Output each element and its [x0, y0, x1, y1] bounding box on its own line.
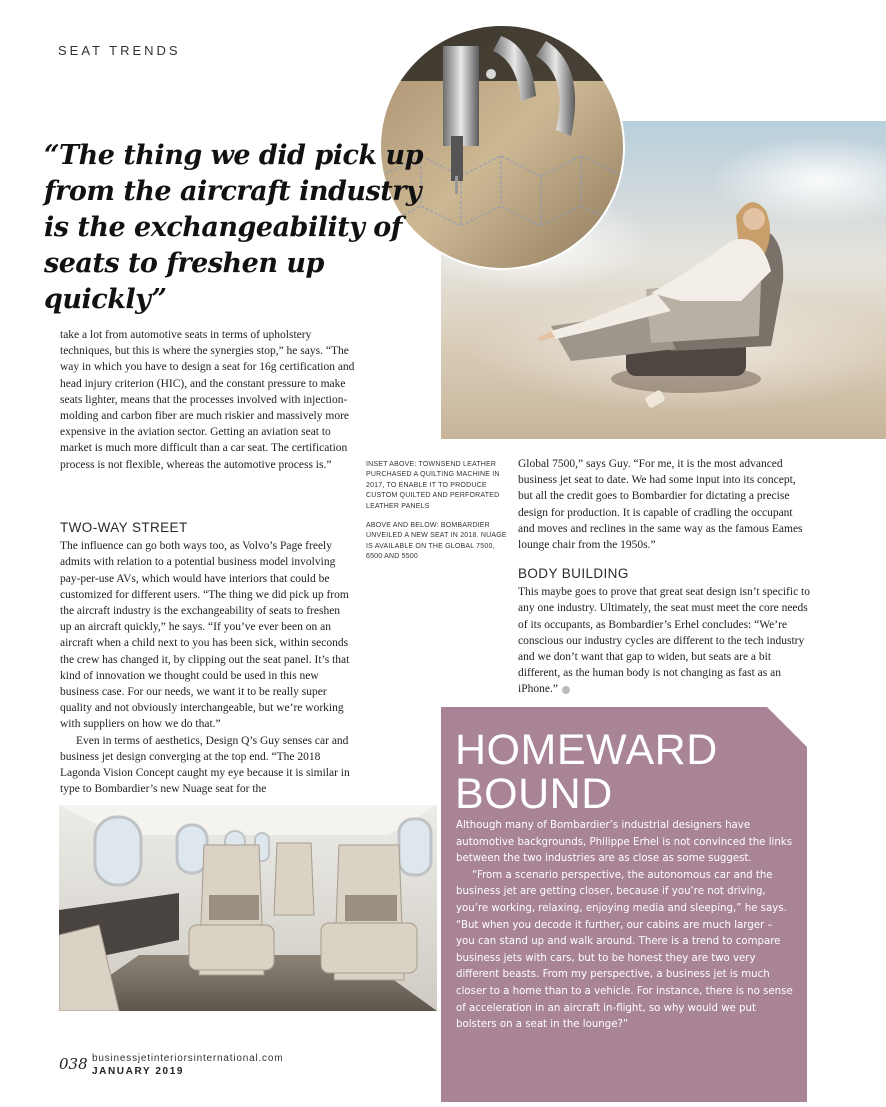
- paragraph: Even in terms of aesthetics, Design Q’s Guy senses car and business jet design converging at the top end. “The 2018 Lagonda Vision Concept caught my eye because it is similar in type to Bombardier’s new Nuage seat for the: [60, 734, 350, 796]
- column-1-top: [60, 327, 360, 473]
- paragraph: “From a scenario perspective, the autonomous car and the business jet are getting closer, because if you’re not driving, you’re working, relaxing, enjoying media and sleeping,” he says. “But when you decode it further, our cabins are much larger – you can stand up and walk around. There is a trend to compare business jets with cars, but to be honest they are two very different beasts. From my perspective, a business jet is much closer to a home than to a vehicle. For instance, there is no sense of acceleration in an aircraft in-flight, so why would we put bolsters on a seat in the lounge?”: [456, 869, 793, 1031]
- end-of-article-icon: [562, 686, 570, 694]
- caption-above-below: ABOVE AND BELOW: BOMBARDIER UNVEILED A NEW SEAT IN 2018. NUAGE IS AVAILABLE ON THE GLOBAL 7500, 6500 AND 5500: [366, 522, 507, 561]
- subhead-body-building: BODY BUILDING: [518, 566, 629, 581]
- issue-date: JANUARY 2019: [92, 1066, 185, 1077]
- sidebar-body: [456, 818, 794, 1034]
- paragraph-text: This maybe goes to prove that great seat design isn’t specific to any one industry. Ultimately, the seat must meet the core needs of its occupants, as Bombardier’s Erhel concludes: “We’re conscious our industry cycles are different to the tech industry and we don’t want that gap to widen, but seats are a bit different, as the human body is not changing as fast as an iPhone.”: [518, 586, 811, 696]
- sidebar-title-line-1: HOMEWARD: [455, 726, 718, 774]
- column-3-top: [518, 456, 810, 553]
- section-label: SEAT TRENDS: [58, 43, 181, 58]
- subhead-two-way-street: TWO-WAY STREET: [60, 520, 188, 535]
- paragraph: [518, 584, 810, 697]
- sidebar-title: [455, 728, 718, 816]
- paragraph: take a lot from automotive seats in terms of upholstery techniques, but this is where the synergies stop,” he says. “The way in which you have to design a seat for 16g certification and head injury criterion (HIC), and the constant pressure to make seats lighter, means that the processes involved with injection-molding and carbon fiber are much riskier and massively more expensive in the aviation sector. Getting an aviation seat to market is much more difficult than a car seat. The certification process is not flexible, whereas the automotive process is.”: [60, 329, 355, 471]
- column-3-bottom: [518, 566, 810, 698]
- column-1-bottom: [60, 520, 350, 797]
- image-captions: [366, 460, 508, 572]
- page-number: 038: [59, 1055, 88, 1073]
- paragraph: The influence can go both ways too, as Volvo’s Page freely admits with relation to a potential business model involving pay-per-use AVs, which would have interiors that could be customized for different users. “The thing we did pick up from the aircraft industry is the exchangeability of seats to freshen up an aircraft quickly,” he says. “If you’ve ever been on an aircraft when a child next to you has been sick, within seconds the crew has changed it, by clipping out the seat panel. It’s that kind of innovation we thought could be used in this new business case. For our needs, we want it to be really super quality and not obviously interchangeable, but we’re working with suppliers on how we do that.”: [60, 540, 350, 731]
- website-url: businessjetinteriorsinternational.com: [92, 1053, 284, 1064]
- paragraph: Although many of Bombardier’s industrial designers have automotive backgrounds, Philippe Erhel is not convinced the links between the two industries are as close as some suggest.: [456, 820, 793, 865]
- cabin-interior-image: [59, 805, 437, 1011]
- caption-inset: INSET ABOVE: TOWNSEND LEATHER PURCHASED A QUILTING MACHINE IN 2017, TO ENABLE IT TO PRODUCE CUSTOM QUILTED AND PERFORATED LEATHER PANELS: [366, 461, 500, 510]
- pull-quote: “The thing we did pick up from the aircraft industry is the exchangeability of seats to freshen up quickly”: [44, 140, 424, 315]
- paragraph: Global 7500,” says Guy. “For me, it is the most advanced business jet seat to date. We had some input into its concept, but all the credit goes to Bombardier for dictating a precise design for production. It is capable of cradling the occupant and moves and reclines in the same way as the famous Eames lounge chair from the 1950s.”: [518, 458, 803, 552]
- sidebar-title-line-2: BOUND: [455, 770, 613, 818]
